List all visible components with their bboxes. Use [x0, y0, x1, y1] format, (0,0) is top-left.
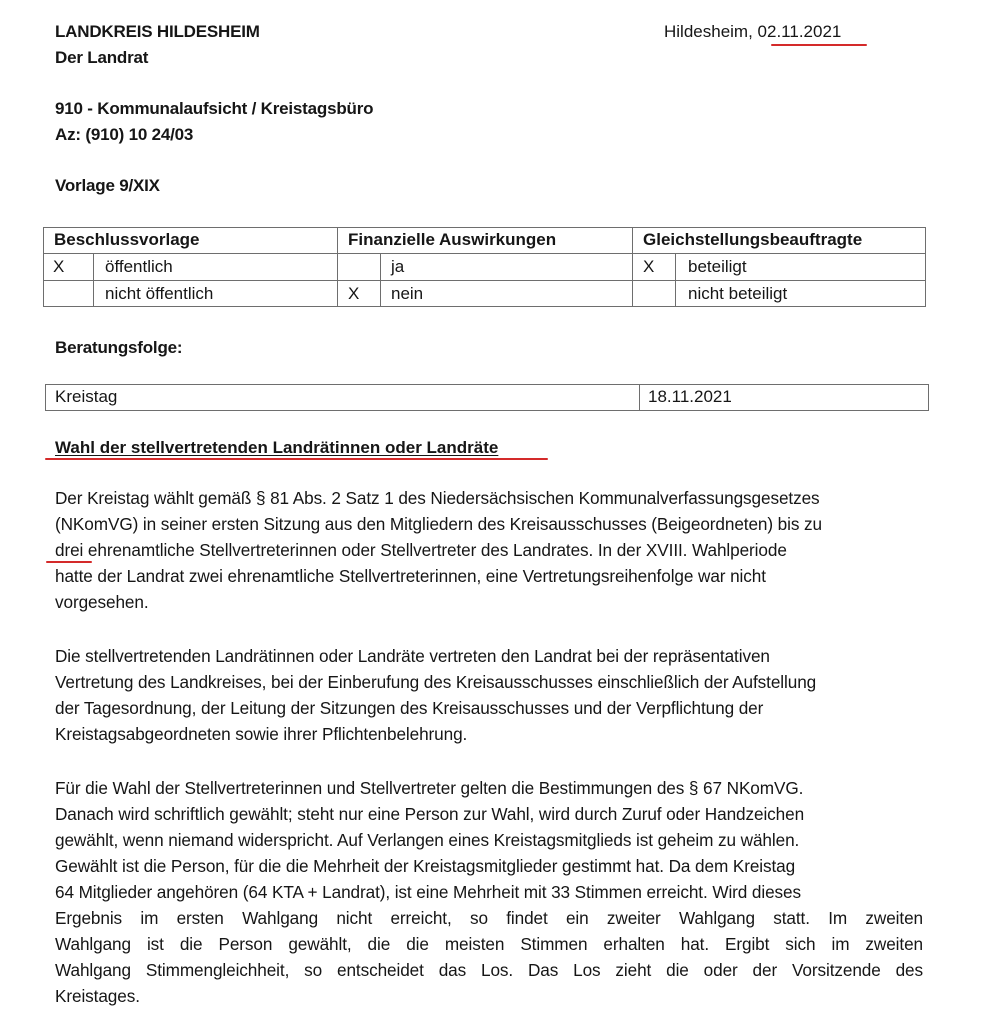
status-table-mark-divider	[380, 253, 381, 307]
text-line: Wahlgang ist die Person gewählt, die die meisten Stimmen erhalten hat. Ergibt sich im zweiten	[55, 934, 923, 954]
org-role: Der Landrat	[55, 48, 149, 67]
title-red-underline	[45, 458, 548, 460]
text-line: vorgesehen.	[55, 592, 149, 612]
date-red-underline	[771, 44, 867, 46]
status-option-label: öffentlich	[105, 257, 173, 276]
status-table-mark-divider	[675, 253, 676, 307]
consultation-table-divider	[639, 384, 640, 411]
status-option-label: nein	[391, 284, 424, 303]
org-name: LANDKREIS HILDESHEIM	[55, 22, 260, 41]
text-line: drei ehrenamtliche Stellvertreterinnen oder Stellvertreter des Landrates. In der XVIII. Wahlperiode	[55, 540, 787, 560]
status-option-label: beteiligt	[688, 257, 747, 276]
status-table-row-divider	[43, 280, 926, 281]
text-line: Vertretung des Landkreises, bei der Einberufung des Kreisausschusses einschließlich der Aufstellung	[55, 672, 817, 692]
status-mark: X	[643, 257, 655, 276]
consultation-body: Kreistag	[55, 387, 118, 406]
place-label: Hildesheim,	[664, 22, 758, 41]
status-table-section-divider	[337, 227, 338, 307]
status-option-label: nicht öffentlich	[105, 284, 214, 303]
text-line: der Tagesordnung, der Leitung der Sitzungen des Kreisausschusses und der Verpflichtung der	[55, 698, 764, 718]
status-mark: X	[53, 257, 65, 276]
text-line: Die stellvertretenden Landrätinnen oder Landräte vertreten den Landrat bei der repräsentativen	[55, 646, 770, 666]
text-line: Wahlgang Stimmengleichheit, so entscheidet das Los. Das Los zieht die oder der Vorsitzende des	[55, 960, 923, 980]
consultation-heading: Beratungsfolge:	[55, 338, 183, 357]
place-date	[664, 22, 841, 42]
status-option-label: ja	[391, 257, 405, 276]
document-title: Wahl der stellvertretenden Landrätinnen oder Landräte	[55, 438, 499, 457]
text-line: 64 Mitglieder angehören (64 KTA + Landrat), ist eine Mehrheit mit 33 Stimmen erreicht. Wird dieses	[55, 882, 802, 902]
status-header-financial: Finanzielle Auswirkungen	[348, 230, 557, 249]
text-line: (NKomVG) in seiner ersten Sitzung aus den Mitgliedern des Kreisausschusses (Beigeordneten) bis zu	[55, 514, 822, 534]
consultation-date: 18.11.2021	[648, 387, 732, 406]
reference-number: Az: (910) 10 24/03	[55, 125, 194, 144]
department: 910 - Kommunalaufsicht / Kreistagsbüro	[55, 99, 374, 118]
text-line: Der Kreistag wählt gemäß § 81 Abs. 2 Satz 1 des Niedersächsischen Kommunalverfassungsgesetzes	[55, 488, 820, 508]
text-line: Kreistages.	[55, 986, 140, 1006]
document-date: 02.11.2021	[757, 22, 842, 41]
text-line: hatte der Landrat zwei ehrenamtliche Stellvertreterinnen, eine Vertretungsreihenfolge war nicht	[55, 566, 766, 586]
status-table-header-divider	[43, 253, 926, 254]
status-mark: X	[348, 284, 360, 303]
text-line: Für die Wahl der Stellvertreterinnen und Stellvertreter gelten die Bestimmungen des § 67 NKomVG.	[55, 778, 804, 798]
text-line: Kreistagsabgeordneten sowie ihrer Pflichtenbelehrung.	[55, 724, 468, 744]
status-table-mark-divider	[93, 253, 94, 307]
submission-number: Vorlage 9/XIX	[55, 176, 160, 195]
drei-red-underline	[46, 561, 92, 563]
text-line: Danach wird schriftlich gewählt; steht nur eine Person zur Wahl, wird durch Zuruf oder Handzeichen	[55, 804, 805, 824]
status-option-label: nicht beteiligt	[688, 284, 788, 303]
text-line: gewählt, wenn niemand widerspricht. Auf Verlangen eines Kreistagsmitglieds ist geheim zu wählen.	[55, 830, 800, 850]
consultation-table-border	[45, 384, 929, 411]
text-line: Gewählt ist die Person, für die die Mehrheit der Kreistagsmitglieder gestimmt hat. Da dem Kreistag	[55, 856, 796, 876]
status-table-section-divider	[632, 227, 633, 307]
text-line: Ergebnis im ersten Wahlgang nicht erreicht, so findet ein zweiter Wahlgang statt. Im zweiten	[55, 908, 923, 928]
status-header-equality: Gleichstellungsbeauftragte	[643, 230, 863, 249]
status-header-decision: Beschlussvorlage	[54, 230, 200, 249]
